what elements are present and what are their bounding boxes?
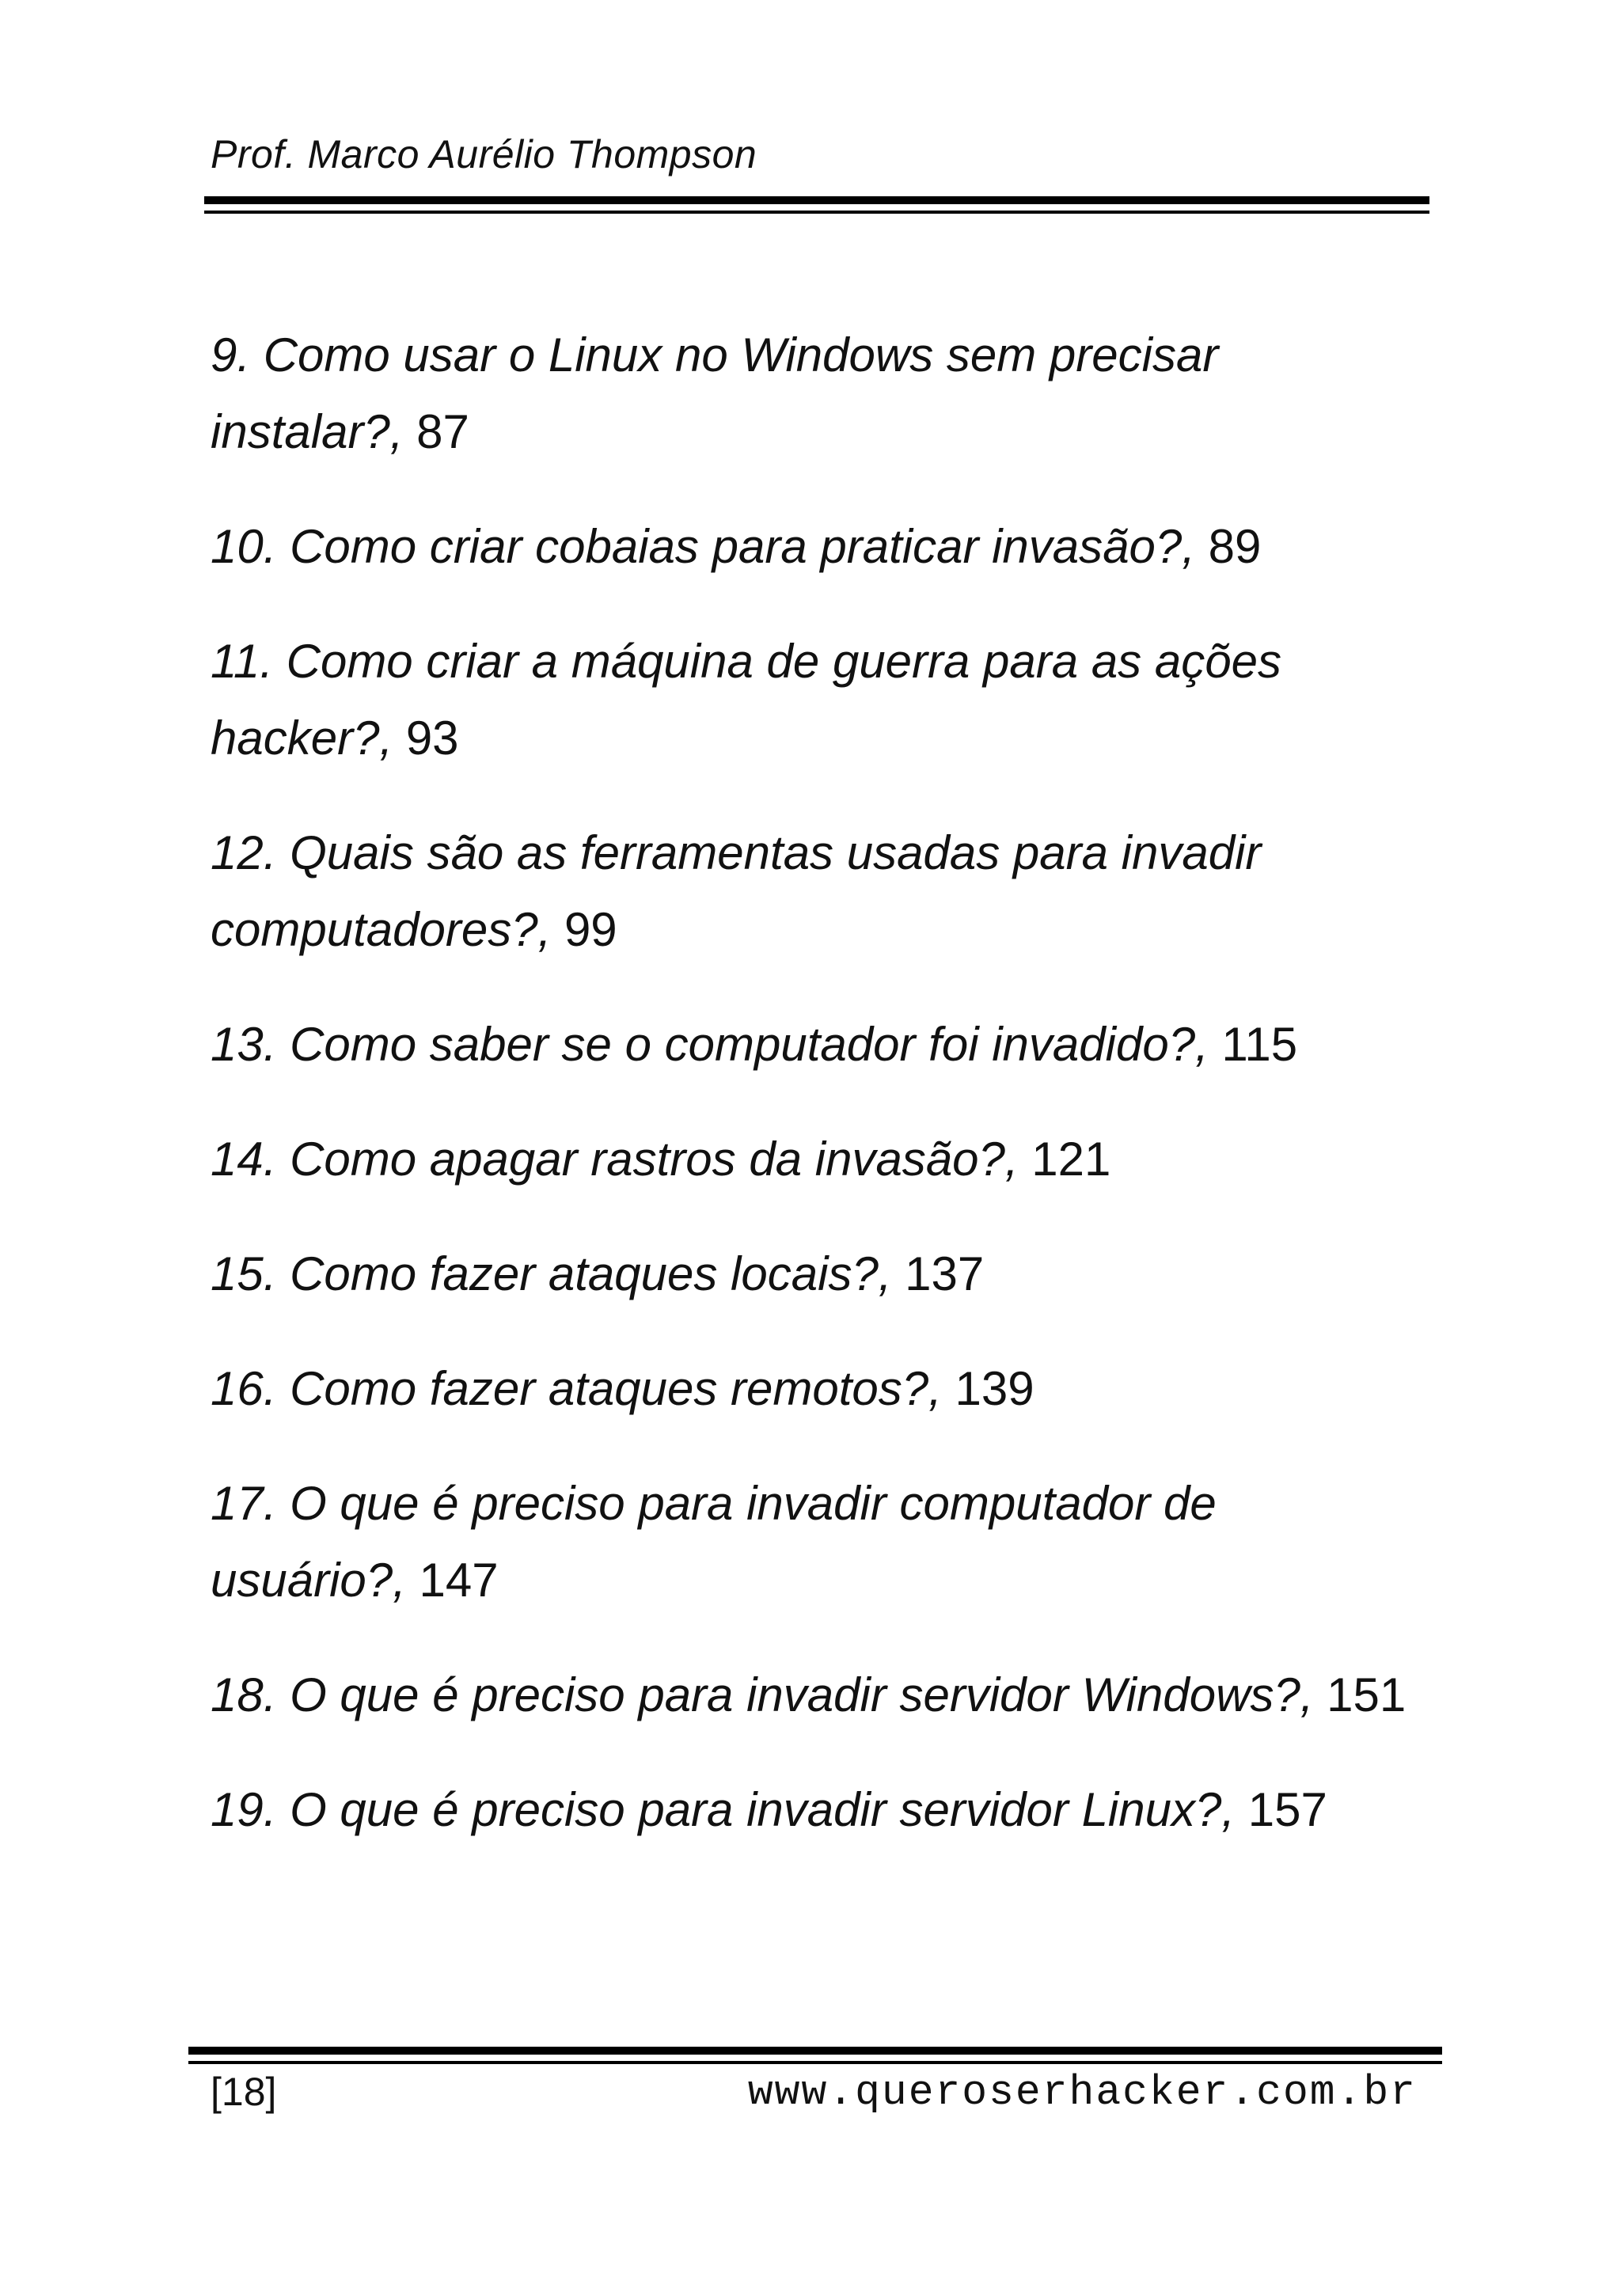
toc-entry-page: 87 (416, 405, 469, 458)
footer-page-number: [18] (211, 2070, 277, 2114)
header-author: Prof. Marco Aurélio Thompson (211, 132, 757, 176)
toc-entry-title: 13. Como saber se o computador foi invadido?, (211, 1018, 1209, 1071)
toc-entry-page: 115 (1221, 1018, 1298, 1071)
toc-entry (211, 814, 1414, 968)
toc-entry-title: 19. O que é preciso para invadir servidor Linux?, (211, 1783, 1236, 1836)
toc-entry-page: 89 (1208, 520, 1262, 573)
toc-entry (211, 1657, 1414, 1733)
toc-entry-title: 17. O que é preciso para invadir computador de usuário?, (211, 1477, 1217, 1607)
toc-entry-title: 18. O que é preciso para invadir servidor Windows?, (211, 1668, 1314, 1721)
footer-rule-thin (188, 2061, 1442, 2064)
toc-entry-page: 137 (905, 1247, 985, 1300)
toc-entry-page: 139 (955, 1362, 1034, 1415)
toc-entry-page: 157 (1247, 1783, 1327, 1836)
toc-entry-page: 99 (564, 903, 617, 956)
toc-entry-title: 14. Como apagar rastros da invasão?, (211, 1133, 1019, 1186)
toc-entry (211, 1465, 1414, 1619)
toc-entry (211, 1235, 1414, 1312)
toc-entry-title: 11. Como criar a máquina de guerra para as ações hacker?, (211, 635, 1281, 765)
footer-website-url: www.queroserhacker.com.br (747, 2069, 1417, 2116)
toc-entry-title: 10. Como criar cobaias para praticar invasão?, (211, 520, 1195, 573)
header-rule-thick (204, 196, 1429, 204)
toc-entry (211, 1121, 1414, 1197)
toc-entry-title: 12. Quais são as ferramentas usadas para invadir computadores?, (211, 826, 1262, 956)
toc-entry-page: 93 (405, 712, 459, 765)
toc-entry (211, 1006, 1414, 1083)
footer-rule-thick (188, 2047, 1442, 2055)
toc-entry-page: 151 (1327, 1668, 1407, 1721)
toc-entry-page: 121 (1031, 1133, 1111, 1186)
toc-entry (211, 1350, 1414, 1427)
toc-entry (211, 508, 1414, 585)
toc-entry (211, 317, 1414, 470)
toc-entry (211, 1771, 1414, 1848)
table-of-contents (211, 317, 1414, 1886)
toc-entry-title: 15. Como fazer ataques locais?, (211, 1247, 892, 1300)
toc-entry-title: 9. Como usar o Linux no Windows sem precisar instalar?, (211, 328, 1219, 458)
header-rule-thin (204, 211, 1429, 214)
toc-entry-page: 147 (419, 1554, 499, 1607)
toc-entry-title: 16. Como fazer ataques remotos?, (211, 1362, 942, 1415)
toc-entry (211, 623, 1414, 776)
